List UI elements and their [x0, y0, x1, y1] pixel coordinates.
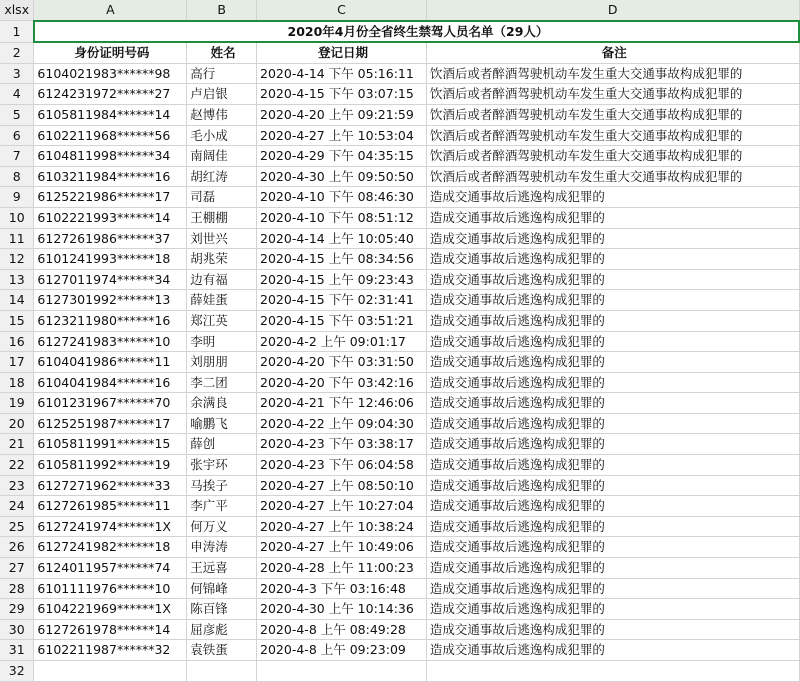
cell-id-number[interactable]: 6103211984******16	[34, 166, 187, 187]
header-cell-remark[interactable]: 备注	[426, 42, 799, 63]
table-row	[0, 352, 799, 373]
cell-name[interactable]: 卢启银	[187, 84, 257, 105]
cell-name[interactable]: 薛娃蛋	[187, 290, 257, 311]
cell-register-date[interactable]: 2020-4-15 下午 02:31:41	[257, 290, 427, 311]
row-header[interactable]: 6	[0, 125, 34, 146]
row-header[interactable]: 25	[0, 516, 34, 537]
table-row	[0, 228, 799, 249]
cell-register-date[interactable]: 2020-4-14 上午 10:05:40	[257, 228, 427, 249]
row-header[interactable]: 15	[0, 310, 34, 331]
table-row	[0, 207, 799, 228]
cell-id-number[interactable]: 6124011957******74	[34, 558, 187, 579]
cell-id-number[interactable]: 6104811998******34	[34, 146, 187, 167]
empty-cell[interactable]	[257, 661, 427, 682]
cell-remark[interactable]: 造成交通事故后逃逸构成犯罪的	[426, 578, 799, 599]
table-row	[0, 372, 799, 393]
table-row	[0, 578, 799, 599]
cell-id-number[interactable]: 6105811991******15	[34, 434, 187, 455]
cell-remark[interactable]: 造成交通事故后逃逸构成犯罪的	[426, 207, 799, 228]
cell-remark[interactable]: 造成交通事故后逃逸构成犯罪的	[426, 249, 799, 270]
cell-id-number[interactable]: 6104041986******11	[34, 352, 187, 373]
cell-remark[interactable]: 造成交通事故后逃逸构成犯罪的	[426, 516, 799, 537]
column-header-c[interactable]: C	[257, 0, 427, 21]
header-cell-id-number[interactable]: 身份证明号码	[34, 42, 187, 63]
cell-remark[interactable]: 造成交通事故后逃逸构成犯罪的	[426, 558, 799, 579]
cell-name[interactable]: 李广平	[187, 496, 257, 517]
table-row	[0, 63, 799, 84]
table-row	[0, 413, 799, 434]
cell-id-number[interactable]: 6101241993******18	[34, 249, 187, 270]
row-header[interactable]: 7	[0, 146, 34, 167]
cell-id-number[interactable]: 6125251987******17	[34, 413, 187, 434]
cell-register-date[interactable]: 2020-4-20 下午 03:42:16	[257, 372, 427, 393]
cell-id-number[interactable]: 6104041984******16	[34, 372, 187, 393]
table-row	[0, 640, 799, 661]
cell-register-date[interactable]: 2020-4-28 上午 11:00:23	[257, 558, 427, 579]
column-header-row	[0, 0, 799, 21]
row-header[interactable]: 27	[0, 558, 34, 579]
empty-cell[interactable]	[187, 661, 257, 682]
cell-remark[interactable]: 造成交通事故后逃逸构成犯罪的	[426, 393, 799, 414]
cell-id-number[interactable]: 6127241974******1X	[34, 516, 187, 537]
table-row	[0, 434, 799, 455]
cell-remark[interactable]: 造成交通事故后逃逸构成犯罪的	[426, 310, 799, 331]
cell-name[interactable]: 陈百锋	[187, 599, 257, 620]
cell-name[interactable]: 毛小成	[187, 125, 257, 146]
cell-name[interactable]: 喻鹏飞	[187, 413, 257, 434]
cell-register-date[interactable]: 2020-4-30 上午 10:14:36	[257, 599, 427, 620]
header-cell-name[interactable]: 姓名	[187, 42, 257, 63]
cell-remark[interactable]: 造成交通事故后逃逸构成犯罪的	[426, 455, 799, 476]
cell-id-number[interactable]: 6101231967******70	[34, 393, 187, 414]
cell-register-date[interactable]: 2020-4-15 下午 03:07:15	[257, 84, 427, 105]
cell-id-number[interactable]: 6105811984******14	[34, 104, 187, 125]
row-header[interactable]: 2	[0, 42, 34, 63]
row-header[interactable]: 4	[0, 84, 34, 105]
cell-name[interactable]: 赵博伟	[187, 104, 257, 125]
cell-remark[interactable]: 造成交通事故后逃逸构成犯罪的	[426, 187, 799, 208]
table-row	[0, 249, 799, 270]
cell-remark[interactable]: 造成交通事故后逃逸构成犯罪的	[426, 496, 799, 517]
table-row	[0, 146, 799, 167]
cell-register-date[interactable]: 2020-4-2 上午 09:01:17	[257, 331, 427, 352]
cell-name[interactable]: 袁铁蛋	[187, 640, 257, 661]
table-row	[0, 84, 799, 105]
table-row	[0, 558, 799, 579]
row-header[interactable]: 12	[0, 249, 34, 270]
row-header[interactable]: 29	[0, 599, 34, 620]
empty-cell[interactable]	[426, 661, 799, 682]
cell-id-number[interactable]: 6127241982******18	[34, 537, 187, 558]
sheet-row-1	[0, 21, 799, 43]
header-cell-register-date[interactable]: 登记日期	[257, 42, 427, 63]
title-cell[interactable]: 2020年4月份全省终生禁驾人员名单（29人）	[34, 21, 799, 43]
cell-remark[interactable]: 造成交通事故后逃逸构成犯罪的	[426, 290, 799, 311]
cell-remark[interactable]: 造成交通事故后逃逸构成犯罪的	[426, 640, 799, 661]
column-header-a[interactable]: A	[34, 0, 187, 21]
cell-register-date[interactable]: 2020-4-29 下午 04:35:15	[257, 146, 427, 167]
cell-remark[interactable]: 饮酒后或者醉酒驾驶机动车发生重大交通事故构成犯罪的	[426, 63, 799, 84]
table-row	[0, 475, 799, 496]
cell-id-number[interactable]: 6127261978******14	[34, 619, 187, 640]
cell-id-number[interactable]: 6127241983******10	[34, 331, 187, 352]
cell-register-date[interactable]: 2020-4-27 上午 10:49:06	[257, 537, 427, 558]
row-header[interactable]: 16	[0, 331, 34, 352]
cell-id-number[interactable]: 6125221986******17	[34, 187, 187, 208]
cell-id-number[interactable]: 6124231972******27	[34, 84, 187, 105]
table-row	[0, 125, 799, 146]
row-header[interactable]: 26	[0, 537, 34, 558]
cell-register-date[interactable]: 2020-4-8 上午 09:23:09	[257, 640, 427, 661]
cell-name[interactable]: 南阔佳	[187, 146, 257, 167]
cell-name[interactable]: 王棚棚	[187, 207, 257, 228]
cell-id-number[interactable]: 6104221969******1X	[34, 599, 187, 620]
row-header[interactable]: 1	[0, 21, 34, 43]
cell-register-date[interactable]: 2020-4-8 上午 08:49:28	[257, 619, 427, 640]
row-header[interactable]: 18	[0, 372, 34, 393]
column-header-d[interactable]: D	[426, 0, 799, 21]
row-header[interactable]: 3	[0, 63, 34, 84]
cell-register-date[interactable]: 2020-4-21 下午 12:46:06	[257, 393, 427, 414]
cell-name[interactable]: 司磊	[187, 187, 257, 208]
cell-name[interactable]: 薛创	[187, 434, 257, 455]
cell-register-date[interactable]: 2020-4-20 下午 03:31:50	[257, 352, 427, 373]
cell-id-number[interactable]: 6102211987******32	[34, 640, 187, 661]
table-row	[0, 619, 799, 640]
cell-register-date[interactable]: 2020-4-23 下午 03:38:17	[257, 434, 427, 455]
table-row	[0, 166, 799, 187]
cell-id-number[interactable]: 6127261985******11	[34, 496, 187, 517]
cell-name[interactable]: 边有福	[187, 269, 257, 290]
cell-remark[interactable]: 造成交通事故后逃逸构成犯罪的	[426, 228, 799, 249]
cell-remark[interactable]: 饮酒后或者醉酒驾驶机动车发生重大交通事故构成犯罪的	[426, 125, 799, 146]
cell-register-date[interactable]: 2020-4-27 上午 10:27:04	[257, 496, 427, 517]
cell-remark[interactable]: 造成交通事故后逃逸构成犯罪的	[426, 434, 799, 455]
cell-id-number[interactable]: 6123211980******16	[34, 310, 187, 331]
empty-cell[interactable]	[34, 661, 187, 682]
cell-name[interactable]: 马挨子	[187, 475, 257, 496]
cell-register-date[interactable]: 2020-4-15 上午 09:23:43	[257, 269, 427, 290]
cell-name[interactable]: 申涛涛	[187, 537, 257, 558]
cell-remark[interactable]: 造成交通事故后逃逸构成犯罪的	[426, 475, 799, 496]
cell-register-date[interactable]: 2020-4-10 下午 08:46:30	[257, 187, 427, 208]
cell-register-date[interactable]: 2020-4-27 上午 10:38:24	[257, 516, 427, 537]
table-row	[0, 393, 799, 414]
row-header[interactable]: 8	[0, 166, 34, 187]
table-row	[0, 537, 799, 558]
cell-name[interactable]: 余满良	[187, 393, 257, 414]
cell-id-number[interactable]: 6127271962******33	[34, 475, 187, 496]
row-header[interactable]: 30	[0, 619, 34, 640]
cell-id-number[interactable]: 6127261986******37	[34, 228, 187, 249]
cell-name[interactable]: 高行	[187, 63, 257, 84]
row-header[interactable]: 32	[0, 661, 34, 682]
table-row-empty	[0, 661, 799, 682]
cell-id-number[interactable]: 6102211968******56	[34, 125, 187, 146]
table-row	[0, 269, 799, 290]
cell-name[interactable]: 屈彦彪	[187, 619, 257, 640]
cell-register-date[interactable]: 2020-4-15 下午 03:51:21	[257, 310, 427, 331]
row-header[interactable]: 23	[0, 475, 34, 496]
cell-register-date[interactable]: 2020-4-22 上午 09:04:30	[257, 413, 427, 434]
row-header[interactable]: 24	[0, 496, 34, 517]
cell-register-date[interactable]: 2020-4-15 上午 08:34:56	[257, 249, 427, 270]
row-header[interactable]: 5	[0, 104, 34, 125]
table-row	[0, 496, 799, 517]
cell-name[interactable]: 何万义	[187, 516, 257, 537]
table-row	[0, 331, 799, 352]
cell-remark[interactable]: 造成交通事故后逃逸构成犯罪的	[426, 413, 799, 434]
cell-remark[interactable]: 造成交通事故后逃逸构成犯罪的	[426, 331, 799, 352]
cell-remark[interactable]: 造成交通事故后逃逸构成犯罪的	[426, 599, 799, 620]
cell-name[interactable]: 刘世兴	[187, 228, 257, 249]
cell-id-number[interactable]: 6101111976******10	[34, 578, 187, 599]
cell-id-number[interactable]: 6104021983******98	[34, 63, 187, 84]
row-header[interactable]: 28	[0, 578, 34, 599]
cell-name[interactable]: 李明	[187, 331, 257, 352]
cell-name[interactable]: 胡兆荣	[187, 249, 257, 270]
row-header[interactable]: 11	[0, 228, 34, 249]
cell-name[interactable]: 李二团	[187, 372, 257, 393]
row-header[interactable]: 19	[0, 393, 34, 414]
cell-id-number[interactable]: 6102221993******14	[34, 207, 187, 228]
row-header[interactable]: 17	[0, 352, 34, 373]
cell-name[interactable]: 郑江英	[187, 310, 257, 331]
cell-remark[interactable]: 饮酒后或者醉酒驾驶机动车发生重大交通事故构成犯罪的	[426, 104, 799, 125]
row-header[interactable]: 20	[0, 413, 34, 434]
cell-register-date[interactable]: 2020-4-14 下午 05:16:11	[257, 63, 427, 84]
table-row	[0, 599, 799, 620]
cell-id-number[interactable]: 6127301992******13	[34, 290, 187, 311]
cell-register-date[interactable]: 2020-4-20 上午 09:21:59	[257, 104, 427, 125]
cell-name[interactable]: 王远喜	[187, 558, 257, 579]
cell-register-date[interactable]: 2020-4-27 上午 10:53:04	[257, 125, 427, 146]
cell-name[interactable]: 胡红涛	[187, 166, 257, 187]
select-all-corner[interactable]: xlsx	[0, 0, 34, 21]
cell-name[interactable]: 何锦峰	[187, 578, 257, 599]
cell-remark[interactable]: 饮酒后或者醉酒驾驶机动车发生重大交通事故构成犯罪的	[426, 166, 799, 187]
cell-remark[interactable]: 造成交通事故后逃逸构成犯罪的	[426, 269, 799, 290]
cell-remark[interactable]: 造成交通事故后逃逸构成犯罪的	[426, 537, 799, 558]
cell-remark[interactable]: 饮酒后或者醉酒驾驶机动车发生重大交通事故构成犯罪的	[426, 146, 799, 167]
cell-remark[interactable]: 造成交通事故后逃逸构成犯罪的	[426, 372, 799, 393]
row-header[interactable]: 13	[0, 269, 34, 290]
cell-name[interactable]: 张宇环	[187, 455, 257, 476]
cell-remark[interactable]: 造成交通事故后逃逸构成犯罪的	[426, 352, 799, 373]
cell-remark[interactable]: 饮酒后或者醉酒驾驶机动车发生重大交通事故构成犯罪的	[426, 84, 799, 105]
column-header-b[interactable]: B	[187, 0, 257, 21]
cell-register-date[interactable]: 2020-4-3 下午 03:16:48	[257, 578, 427, 599]
table-row	[0, 290, 799, 311]
cell-register-date[interactable]: 2020-4-30 上午 09:50:50	[257, 166, 427, 187]
cell-register-date[interactable]: 2020-4-23 下午 06:04:58	[257, 455, 427, 476]
cell-register-date[interactable]: 2020-4-27 上午 08:50:10	[257, 475, 427, 496]
cell-id-number[interactable]: 6105811992******19	[34, 455, 187, 476]
table-row	[0, 187, 799, 208]
table-row	[0, 516, 799, 537]
row-header[interactable]: 10	[0, 207, 34, 228]
row-header[interactable]: 9	[0, 187, 34, 208]
cell-register-date[interactable]: 2020-4-10 下午 08:51:12	[257, 207, 427, 228]
table-row	[0, 455, 799, 476]
row-header[interactable]: 21	[0, 434, 34, 455]
row-header[interactable]: 22	[0, 455, 34, 476]
cell-name[interactable]: 刘朋朋	[187, 352, 257, 373]
row-header[interactable]: 14	[0, 290, 34, 311]
table-row	[0, 310, 799, 331]
cell-remark[interactable]: 造成交通事故后逃逸构成犯罪的	[426, 619, 799, 640]
table-row	[0, 104, 799, 125]
cell-id-number[interactable]: 6127011974******34	[34, 269, 187, 290]
sheet-row-2	[0, 42, 799, 63]
row-header[interactable]: 31	[0, 640, 34, 661]
